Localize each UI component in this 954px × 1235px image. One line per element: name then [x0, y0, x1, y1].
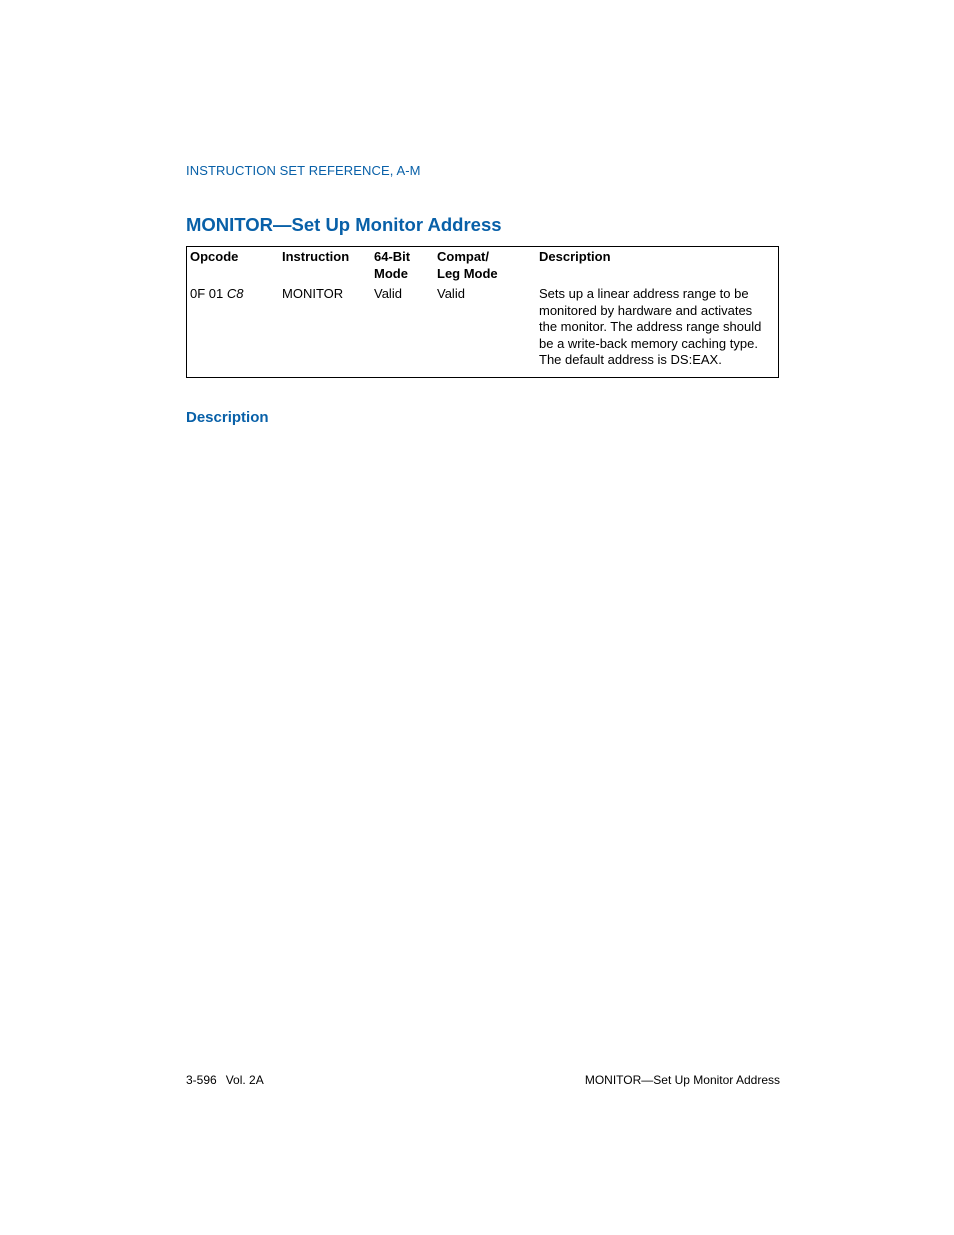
column-header-compat-leg-mode [437, 247, 539, 287]
running-header: INSTRUCTION SET REFERENCE, A-M [186, 163, 421, 178]
footer-left [186, 1073, 264, 1087]
subsection-title: Description [186, 409, 269, 426]
column-header-compat-line2: Leg Mode [437, 265, 498, 281]
opcode-suffix: C8 [226, 286, 244, 301]
column-header-64bit-line1: 64-Bit [374, 249, 411, 264]
column-header-64bit-line2: Mode [374, 265, 408, 281]
cell-opcode [187, 286, 283, 378]
table-header-row [187, 247, 779, 287]
column-header-compat-line1: Compat/ [437, 249, 489, 264]
instruction-table [186, 246, 779, 378]
column-header-opcode: Opcode [190, 249, 239, 264]
column-header-description: Description [539, 249, 611, 264]
column-header-64bit-mode [374, 247, 437, 287]
section-title: MONITOR—Set Up Monitor Address [186, 214, 502, 235]
footer-right-title: MONITOR—Set Up Monitor Address [584, 1073, 780, 1087]
volume-label: Vol. 2A [225, 1073, 264, 1087]
cell-compat-leg-mode: Valid [437, 286, 465, 301]
page-number: 3-596 [186, 1073, 217, 1087]
column-header-instruction: Instruction [282, 249, 350, 264]
cell-instruction: MONITOR [282, 286, 344, 301]
cell-64bit-mode: Valid [374, 286, 402, 301]
cell-description: Sets up a linear address range to be monitored by hardware and activates the monitor. The address range should be a write-back memory caching type. The default address is DS:EAX. [539, 286, 762, 367]
opcode-prefix: 0F 01 [190, 286, 224, 301]
table-row [187, 286, 779, 378]
